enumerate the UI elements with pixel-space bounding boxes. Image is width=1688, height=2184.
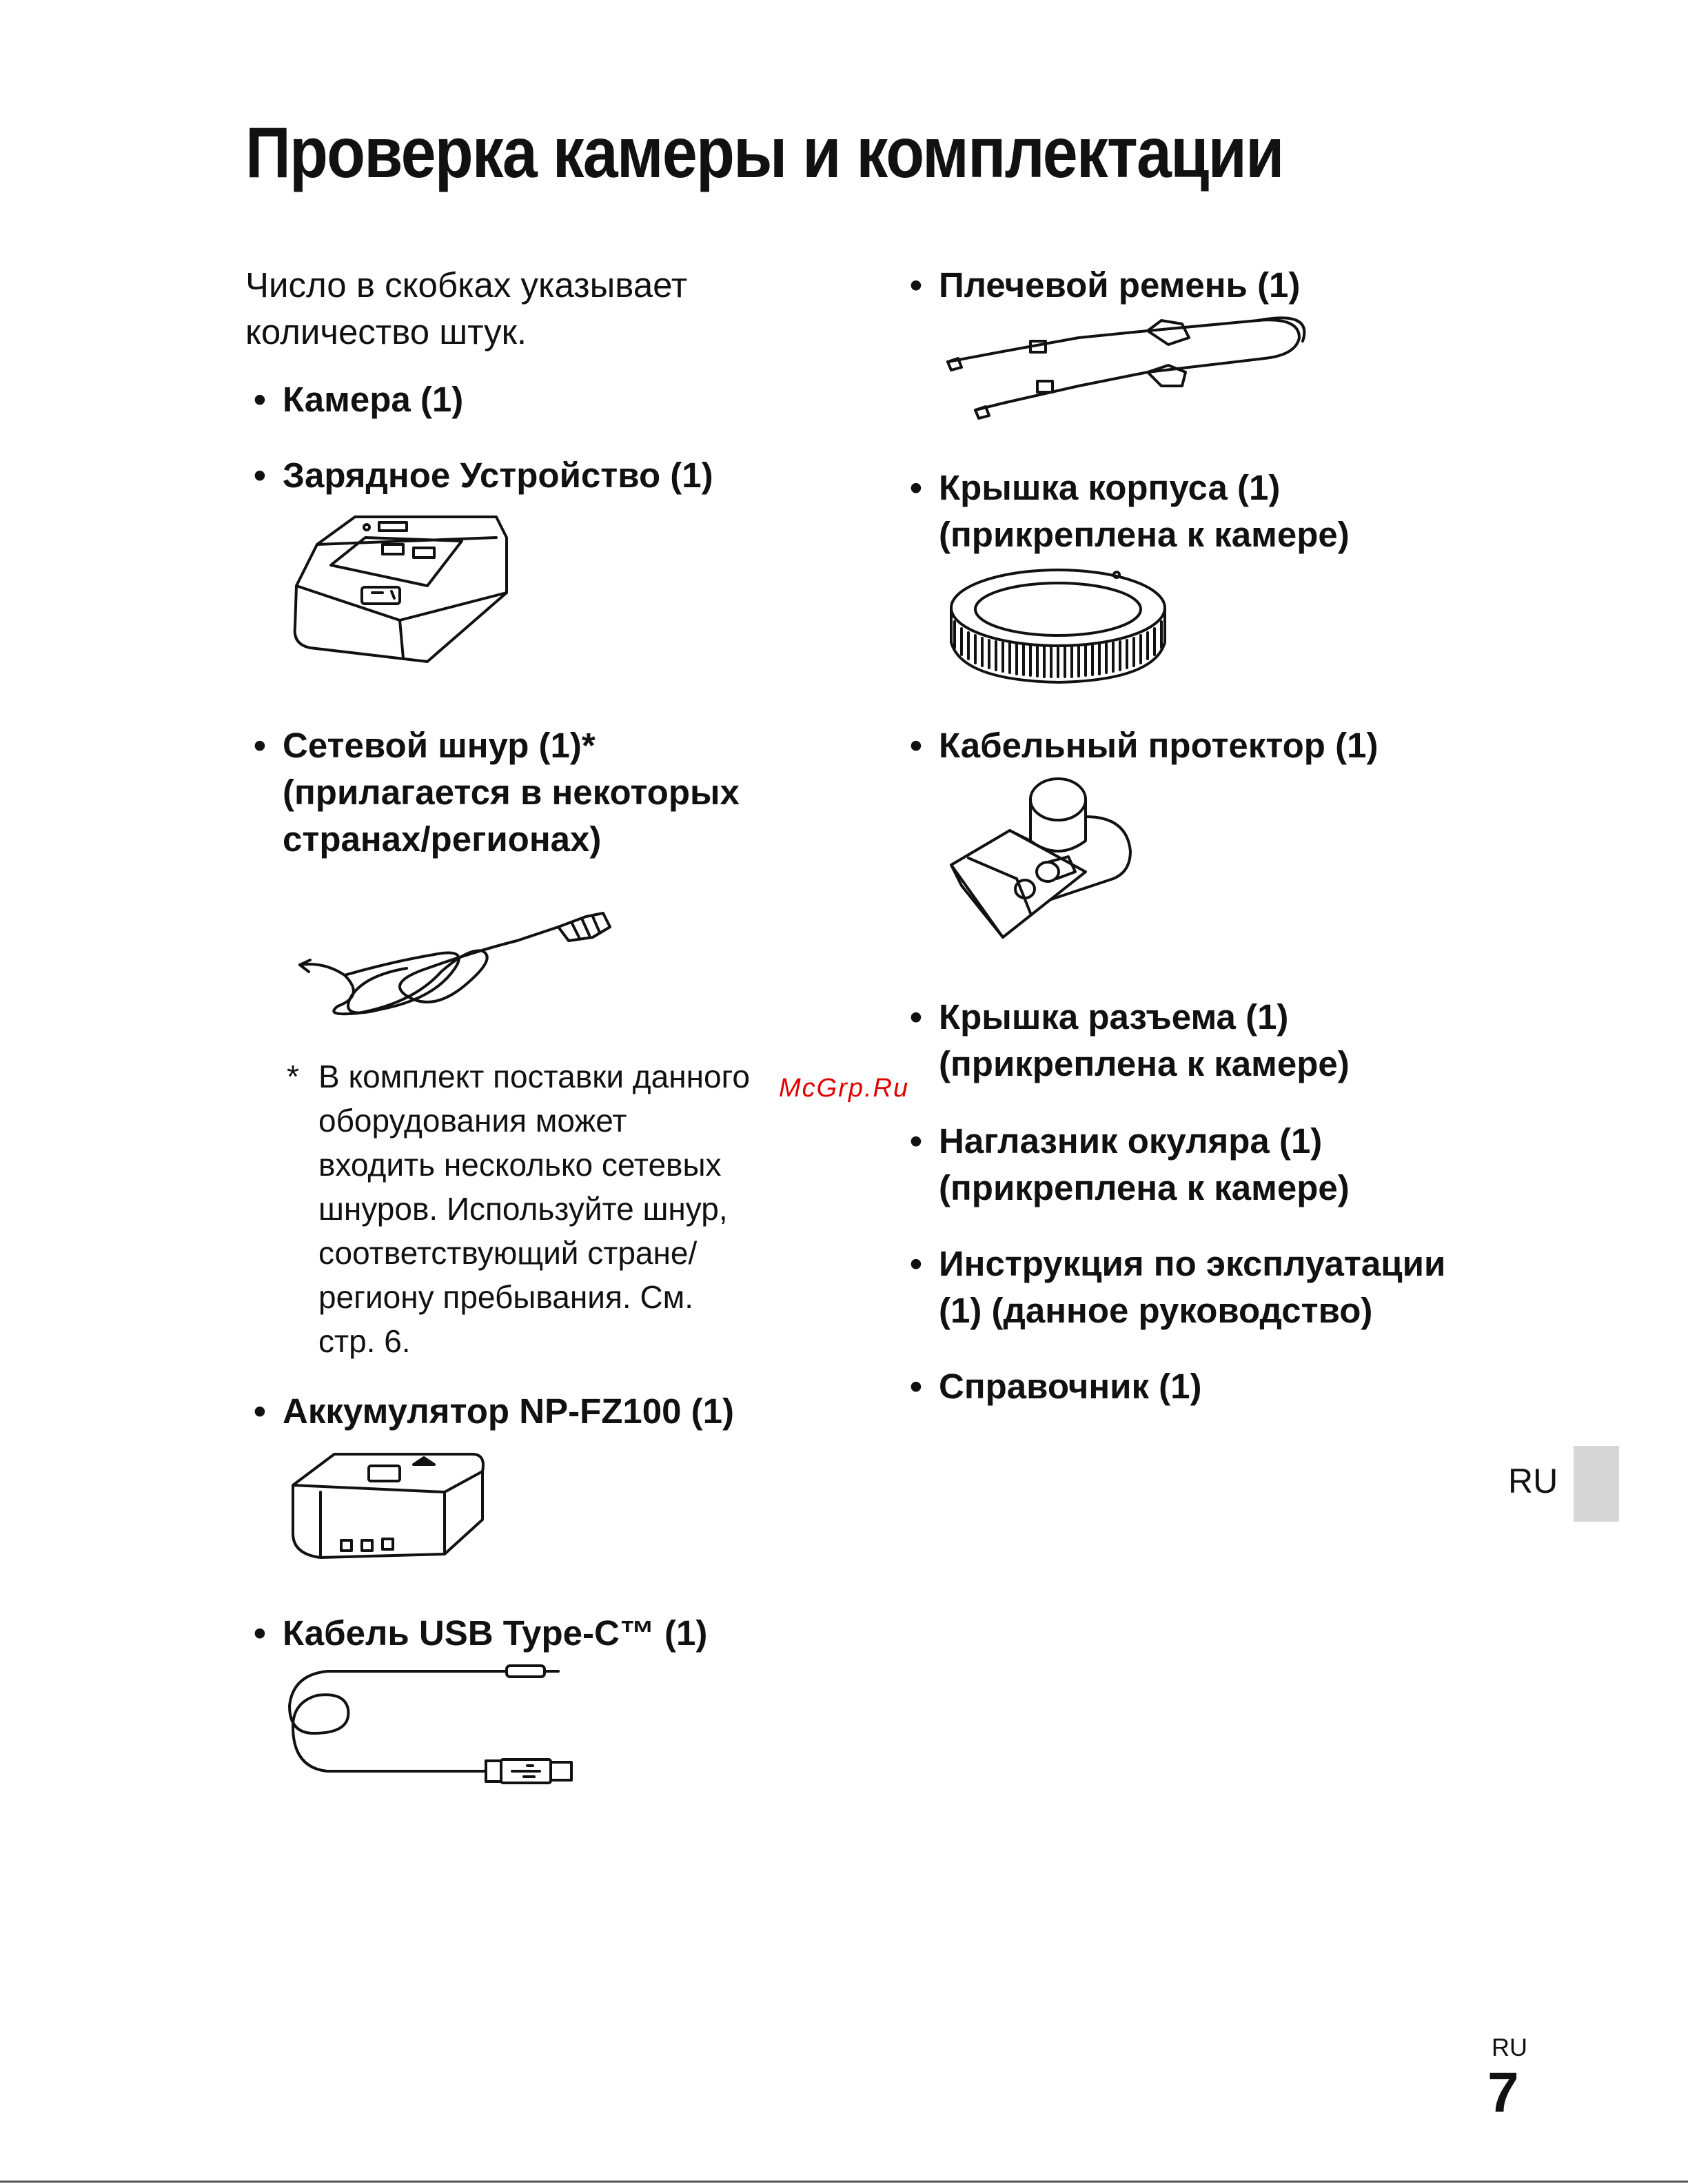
item-label: Крышка разъема (1) bbox=[939, 997, 1289, 1037]
item-label-cont: (прикреплена к камере) bbox=[939, 515, 1350, 554]
item-camera bbox=[254, 376, 464, 423]
item-usb-cable bbox=[254, 1610, 708, 1657]
item-shoulder-strap bbox=[910, 262, 1301, 309]
item-label: Зарядное Устройство (1) bbox=[283, 456, 713, 495]
item-label: Плечевой ремень (1) bbox=[939, 265, 1301, 305]
footnote-line: шнуров. Используйте шнур, bbox=[318, 1191, 728, 1227]
cable-protector-illustration bbox=[948, 775, 1134, 944]
item-power-cord bbox=[254, 722, 740, 863]
item-label: Аккумулятор NP-FZ100 (1) bbox=[283, 1391, 734, 1431]
item-label: Инструкция по эксплуатации bbox=[939, 1244, 1446, 1283]
item-label: Камера (1) bbox=[283, 380, 464, 419]
bullet: • bbox=[254, 456, 266, 495]
item-label: Наглазник окуляра (1) bbox=[939, 1121, 1323, 1161]
bottom-border bbox=[0, 2181, 1688, 2183]
battery-illustration bbox=[286, 1444, 493, 1561]
charger-illustration bbox=[289, 510, 510, 669]
body-cap-illustration bbox=[948, 567, 1168, 687]
bullet: • bbox=[910, 997, 922, 1037]
footnote bbox=[287, 1054, 815, 1363]
item-label-cont: (прикреплена к камере) bbox=[939, 1168, 1350, 1207]
item-battery bbox=[254, 1388, 734, 1435]
item-reference-guide bbox=[910, 1363, 1202, 1410]
side-language-label: RU bbox=[1508, 1462, 1558, 1500]
bullet: • bbox=[910, 265, 922, 305]
item-cable-protector bbox=[910, 722, 1379, 769]
bullet: • bbox=[910, 1367, 922, 1406]
side-tab-marker bbox=[1574, 1446, 1619, 1522]
bullet: • bbox=[254, 1391, 266, 1431]
item-label: Кабель USB Type-C™ (1) bbox=[283, 1613, 708, 1653]
item-label: Сетевой шнур (1)* bbox=[283, 726, 596, 765]
bullet: • bbox=[254, 726, 266, 765]
item-connector-cover bbox=[910, 994, 1350, 1088]
item-instruction-manual bbox=[910, 1241, 1446, 1334]
watermark: McGrp.Ru bbox=[779, 1074, 910, 1103]
item-label-cont: (прилагается в некоторых bbox=[283, 773, 740, 812]
bullet: • bbox=[910, 1121, 922, 1161]
page-number: 7 bbox=[1487, 2061, 1519, 2124]
page-title: Проверка камеры и комплектации bbox=[245, 113, 1283, 193]
item-label: Кабельный протектор (1) bbox=[939, 726, 1379, 765]
footnote-line: соответствующий стране/ bbox=[318, 1235, 698, 1271]
bullet: • bbox=[254, 1613, 266, 1653]
footnote-line: входить несколько сетевых bbox=[318, 1147, 722, 1183]
usb-cable-illustration bbox=[286, 1657, 582, 1795]
footnote-line: оборудования может bbox=[318, 1103, 627, 1139]
intro-text: Число в скобках указывает количество штук. bbox=[245, 265, 688, 351]
bullet: • bbox=[910, 468, 922, 507]
item-label-cont: странах/регионах) bbox=[283, 819, 602, 859]
power-cord-illustration bbox=[296, 872, 627, 1027]
footnote-line: региону пребывания. См. bbox=[318, 1279, 694, 1315]
bullet: • bbox=[254, 380, 266, 419]
item-label: Крышка корпуса (1) bbox=[939, 468, 1281, 507]
item-eyepiece-cup bbox=[910, 1118, 1350, 1212]
item-body-cap bbox=[910, 465, 1350, 558]
footnote-line: стр. 6. bbox=[318, 1323, 411, 1359]
page-language: RU bbox=[1492, 2033, 1527, 2061]
item-label-cont: (прикреплена к камере) bbox=[939, 1044, 1350, 1083]
item-label: Справочник (1) bbox=[939, 1367, 1202, 1406]
footnote-star: * bbox=[287, 1059, 299, 1094]
item-label-cont: (1) (данное руководство) bbox=[939, 1291, 1373, 1330]
footnote-line: В комплект поставки данного bbox=[318, 1059, 750, 1094]
bullet: • bbox=[910, 726, 922, 765]
bullet: • bbox=[910, 1244, 922, 1283]
item-charger bbox=[254, 452, 713, 499]
shoulder-strap-illustration bbox=[941, 307, 1313, 424]
